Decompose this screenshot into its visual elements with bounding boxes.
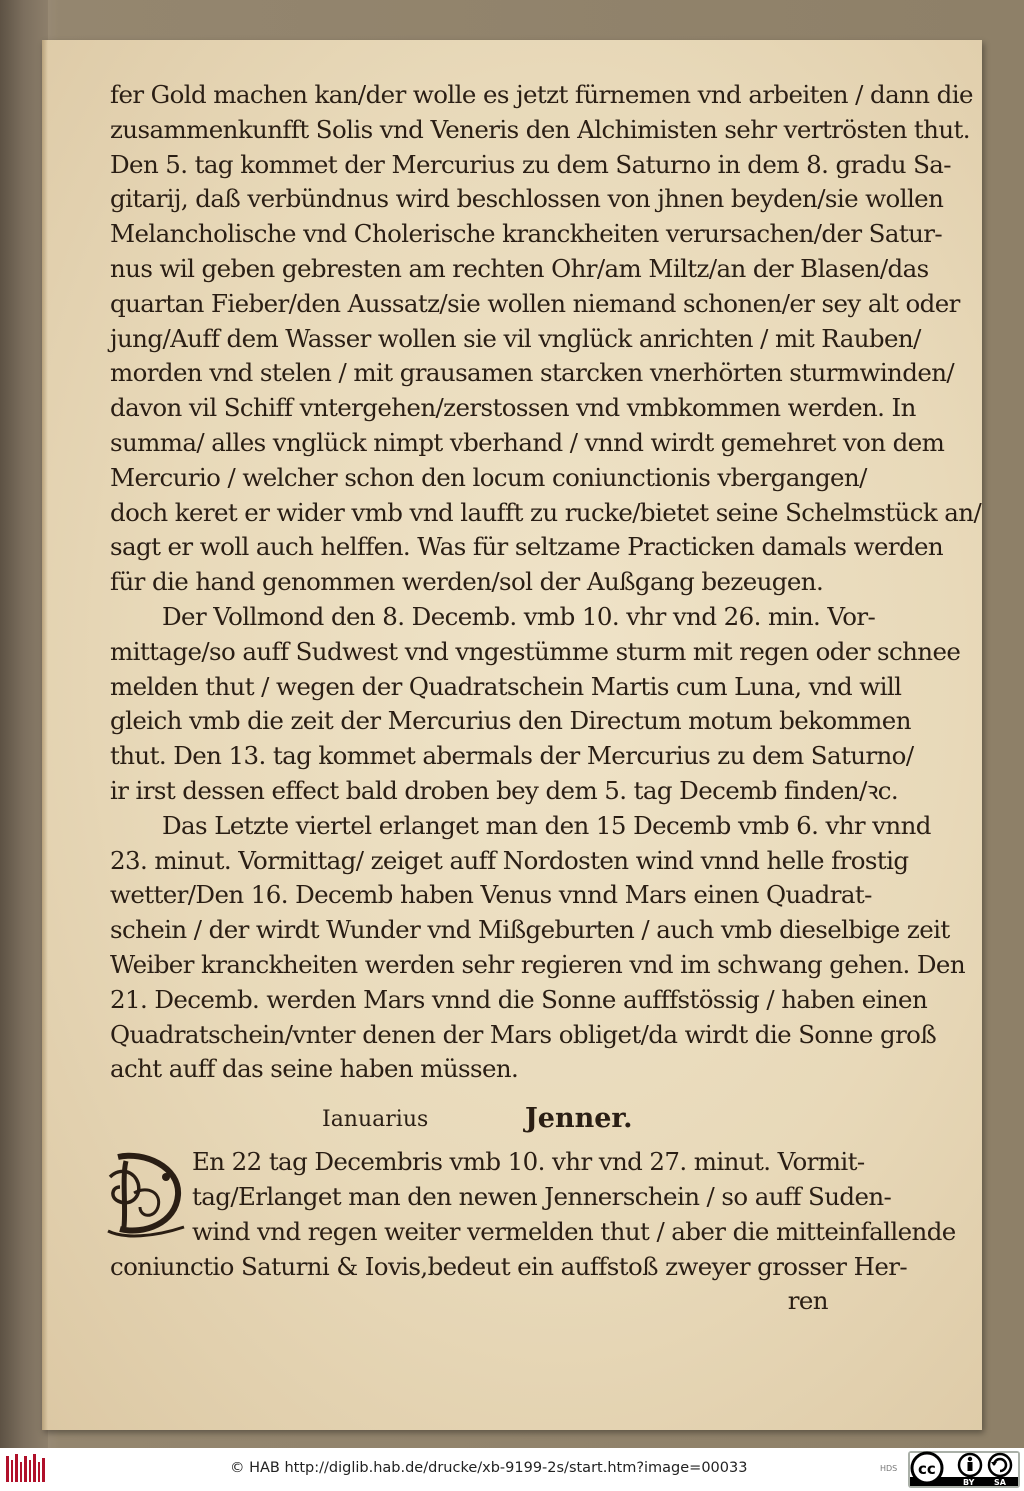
month-heading-german: Jenner. xyxy=(525,1103,633,1135)
text-line: acht auff das seine haben müssen. xyxy=(110,1054,519,1084)
svg-text:BY: BY xyxy=(963,1478,975,1487)
text-line: wetter/Den 16. Decemb haben Venus vnnd Mars einen Quadrat- xyxy=(110,880,872,910)
paragraph-full-moon xyxy=(110,600,961,809)
text-line: tag/Erlanget man den newen Jennerschein / so auff Suden- xyxy=(192,1181,892,1211)
paragraph-january-lines xyxy=(110,1145,956,1284)
decorated-initial-d-icon xyxy=(104,1147,188,1239)
page-edge xyxy=(42,40,48,1430)
text-line: quartan Fieber/den Aussatz/sie wollen niemand schonen/er sey alt oder xyxy=(110,288,960,318)
text-line: gleich vmb die zeit der Mercurius den Directum motum bekommen xyxy=(110,706,911,736)
paragraph-january xyxy=(110,1145,956,1284)
month-heading-latin: Ianuarius xyxy=(322,1107,429,1133)
cc-by-sa-license-icon[interactable] xyxy=(908,1451,1020,1488)
text-line: coniunctio Saturni & Iovis,bedeut ein auffstoß zweyer grosser Her- xyxy=(110,1251,908,1281)
text-line: morden vnd stelen / mit grausamen starcken vnerhörten sturmwinden/ xyxy=(110,358,955,388)
text-line: sagt er woll auch helffen. Was für seltzame Practicken damals werden xyxy=(110,532,944,562)
month-heading xyxy=(110,1093,828,1145)
text-line: 21. Decemb. werden Mars vnnd die Sonne aufffstössig / haben einen xyxy=(110,984,928,1014)
svg-text:SA: SA xyxy=(994,1478,1006,1487)
page-text xyxy=(110,78,982,1319)
text-line: En 22 tag Decembris vmb 10. vhr vnd 27. minut. Vormit- xyxy=(192,1147,865,1177)
text-line: Das Letzte viertel erlanget man den 15 Decemb vmb 6. vhr vnnd xyxy=(162,810,931,840)
text-line: Mercurio / welcher schon den locum coniunctionis vbergangen/ xyxy=(110,462,867,492)
text-line: schein / der wirdt Wunder vnd Mißgeburten / auch vmb dieselbige zeit xyxy=(110,915,950,945)
hab-logo-icon[interactable] xyxy=(4,1452,50,1486)
text-line: wind vnd regen weiter vermelden thut / aber die mitteinfallende xyxy=(192,1216,956,1246)
text-line: für die hand genommen werden/sol der Außgang bezeugen. xyxy=(110,567,824,597)
text-line: summa/ alles vnglück nimpt vberhand / vnnd wirdt gemehret von dem xyxy=(110,427,945,457)
text-line: thut. Den 13. tag kommet abermals der Mercurius zu dem Saturno/ xyxy=(110,741,914,771)
copyright-link[interactable]: © HAB http://diglib.hab.de/drucke/xb-9199-2s/start.htm?image=00033 xyxy=(230,1460,748,1476)
text-line: gitarij, daß verbündnus wird beschlossen von jhnen beyden/sie wollen xyxy=(110,184,944,214)
svg-text:cc: cc xyxy=(918,1460,936,1478)
text-line: Melancholische vnd Cholerische kranckheiten verursachen/der Satur- xyxy=(110,219,943,249)
text-line: davon vil Schiff vntergehen/zerstossen vnd vmbkommen werden. In xyxy=(110,393,916,423)
text-line: jung/Auff dem Wasser wollen sie vil vnglück anrichten / mit Rauben/ xyxy=(110,323,921,353)
text-line: Quadratschein/vnter denen der Mars obliget/da wirdt die Sonne groß xyxy=(110,1019,937,1049)
text-line: melden thut / wegen der Quadratschein Martis cum Luna, vnd will xyxy=(110,671,902,701)
text-line: Den 5. tag kommet der Mercurius zu dem Saturno in dem 8. gradu Sa- xyxy=(110,149,951,179)
text-line: 23. minut. Vormittag/ zeiget auff Nordosten wind vnnd helle frostig xyxy=(110,845,909,875)
text-line: zusammenkunfft Solis vnd Veneris den Alchimisten sehr vertrösten thut. xyxy=(110,114,970,144)
text-line: doch keret er wider vmb vnd laufft zu rucke/bietet seine Schelmstück an/ xyxy=(110,497,982,527)
text-line: Der Vollmond den 8. Decemb. vmb 10. vhr vnd 26. min. Vor- xyxy=(162,601,876,631)
book-spine xyxy=(0,0,48,1448)
footer-bar xyxy=(0,1448,1024,1491)
text-line: mittage/so auff Sudwest vnd vngestümme sturm mit regen oder schnee xyxy=(110,636,961,666)
paragraph-intro xyxy=(110,78,982,600)
text-line: ir irst dessen effect bald droben bey dem 5. tag Decemb finden/ꝛc. xyxy=(110,775,899,805)
text-line: fer Gold machen kan/der wolle es jetzt fürnemen vnd arbeiten / dann die xyxy=(110,80,973,109)
paragraph-last-quarter xyxy=(110,809,966,1087)
catchword: ren xyxy=(787,1286,828,1316)
text-line: Weiber kranckheiten werden sehr regieren vnd im schwang gehen. Den xyxy=(110,949,966,979)
footer-small-label: HDS xyxy=(880,1464,898,1473)
text-line: nus wil geben gebresten am rechten Ohr/am Miltz/an der Blasen/das xyxy=(110,253,929,283)
